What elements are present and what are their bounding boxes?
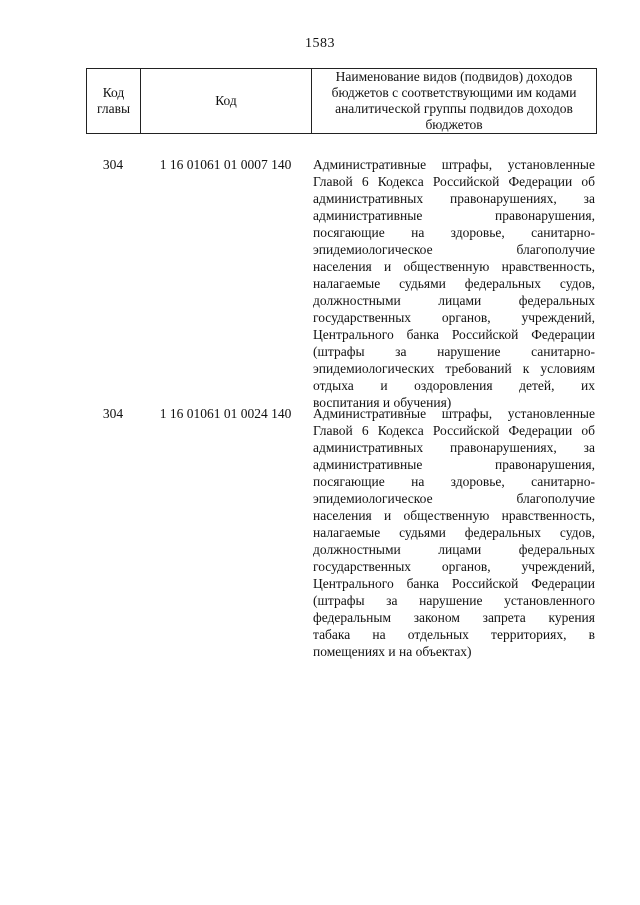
row-name-line: эпидемиологическое благополучие	[313, 242, 595, 257]
page-number: 1583	[305, 36, 335, 51]
row-name-line: табака на отдельных территориях, в	[313, 627, 595, 642]
row-name-line: населения и общественную нравственность,	[313, 508, 595, 523]
table-header	[86, 68, 597, 134]
row-name-line: воспитания и обучения)	[313, 395, 452, 410]
row-name-line: государственных органов, учреждений,	[313, 310, 595, 325]
row-name-line: Главой 6 Кодекса Российской Федерации об	[313, 174, 595, 189]
row-name-line: налагаемые судьями федеральных судов,	[313, 525, 595, 540]
row-name-line: Главой 6 Кодекса Российской Федерации об	[313, 423, 595, 438]
row-code: 1 16 01061 01 0024 140	[159, 406, 292, 421]
row-name-line: федеральным законом запрета курения	[313, 610, 595, 625]
header-chapter-code: Код главы	[87, 69, 141, 133]
row-name-line: населения и общественную нравственность,	[313, 259, 595, 274]
row-name-line: помещениях и на объектах)	[313, 644, 472, 659]
row-name-line: эпидемиологических требований к условиям	[313, 361, 595, 376]
row-chapter-code: 304	[102, 406, 124, 421]
header-code: Код	[141, 69, 312, 133]
row-name-line: (штрафы за нарушение установленного	[313, 593, 595, 608]
row-name-line: Административные штрафы, установленные	[313, 157, 595, 172]
row-name-line: должностными лицами федеральных	[313, 293, 595, 308]
row-name	[313, 156, 595, 411]
row-name-line: административных правонарушениях, за	[313, 440, 595, 455]
row-name-line: (штрафы за нарушение санитарно-	[313, 344, 595, 359]
row-name-line: эпидемиологическое благополучие	[313, 491, 595, 506]
row-name-line: административных правонарушениях, за	[313, 191, 595, 206]
row-name-line: отдыха и оздоровления детей, их	[313, 378, 595, 393]
row-name-line: административные правонарушения,	[313, 457, 595, 472]
row-name-line: Центрального банка Российской Федерации	[313, 576, 595, 591]
row-name-line: Центрального банка Российской Федерации	[313, 327, 595, 342]
row-name-line: посягающие на здоровье, санитарно-	[313, 225, 595, 240]
row-name-line: административные правонарушения,	[313, 208, 595, 223]
row-name-line: Административные штрафы, установленные	[313, 406, 595, 421]
row-name-line: посягающие на здоровье, санитарно-	[313, 474, 595, 489]
row-name-line: должностными лицами федеральных	[313, 542, 595, 557]
row-code: 1 16 01061 01 0007 140	[159, 157, 292, 172]
row-name-line: государственных органов, учреждений,	[313, 559, 595, 574]
header-name: Наименование видов (подвидов) доходов бюджетов с соответствующими им кодами аналитической группы подвидов доходов бюджетов	[331, 69, 577, 132]
row-chapter-code: 304	[102, 157, 124, 172]
row-name	[313, 405, 595, 660]
row-name-line: налагаемые судьями федеральных судов,	[313, 276, 595, 291]
